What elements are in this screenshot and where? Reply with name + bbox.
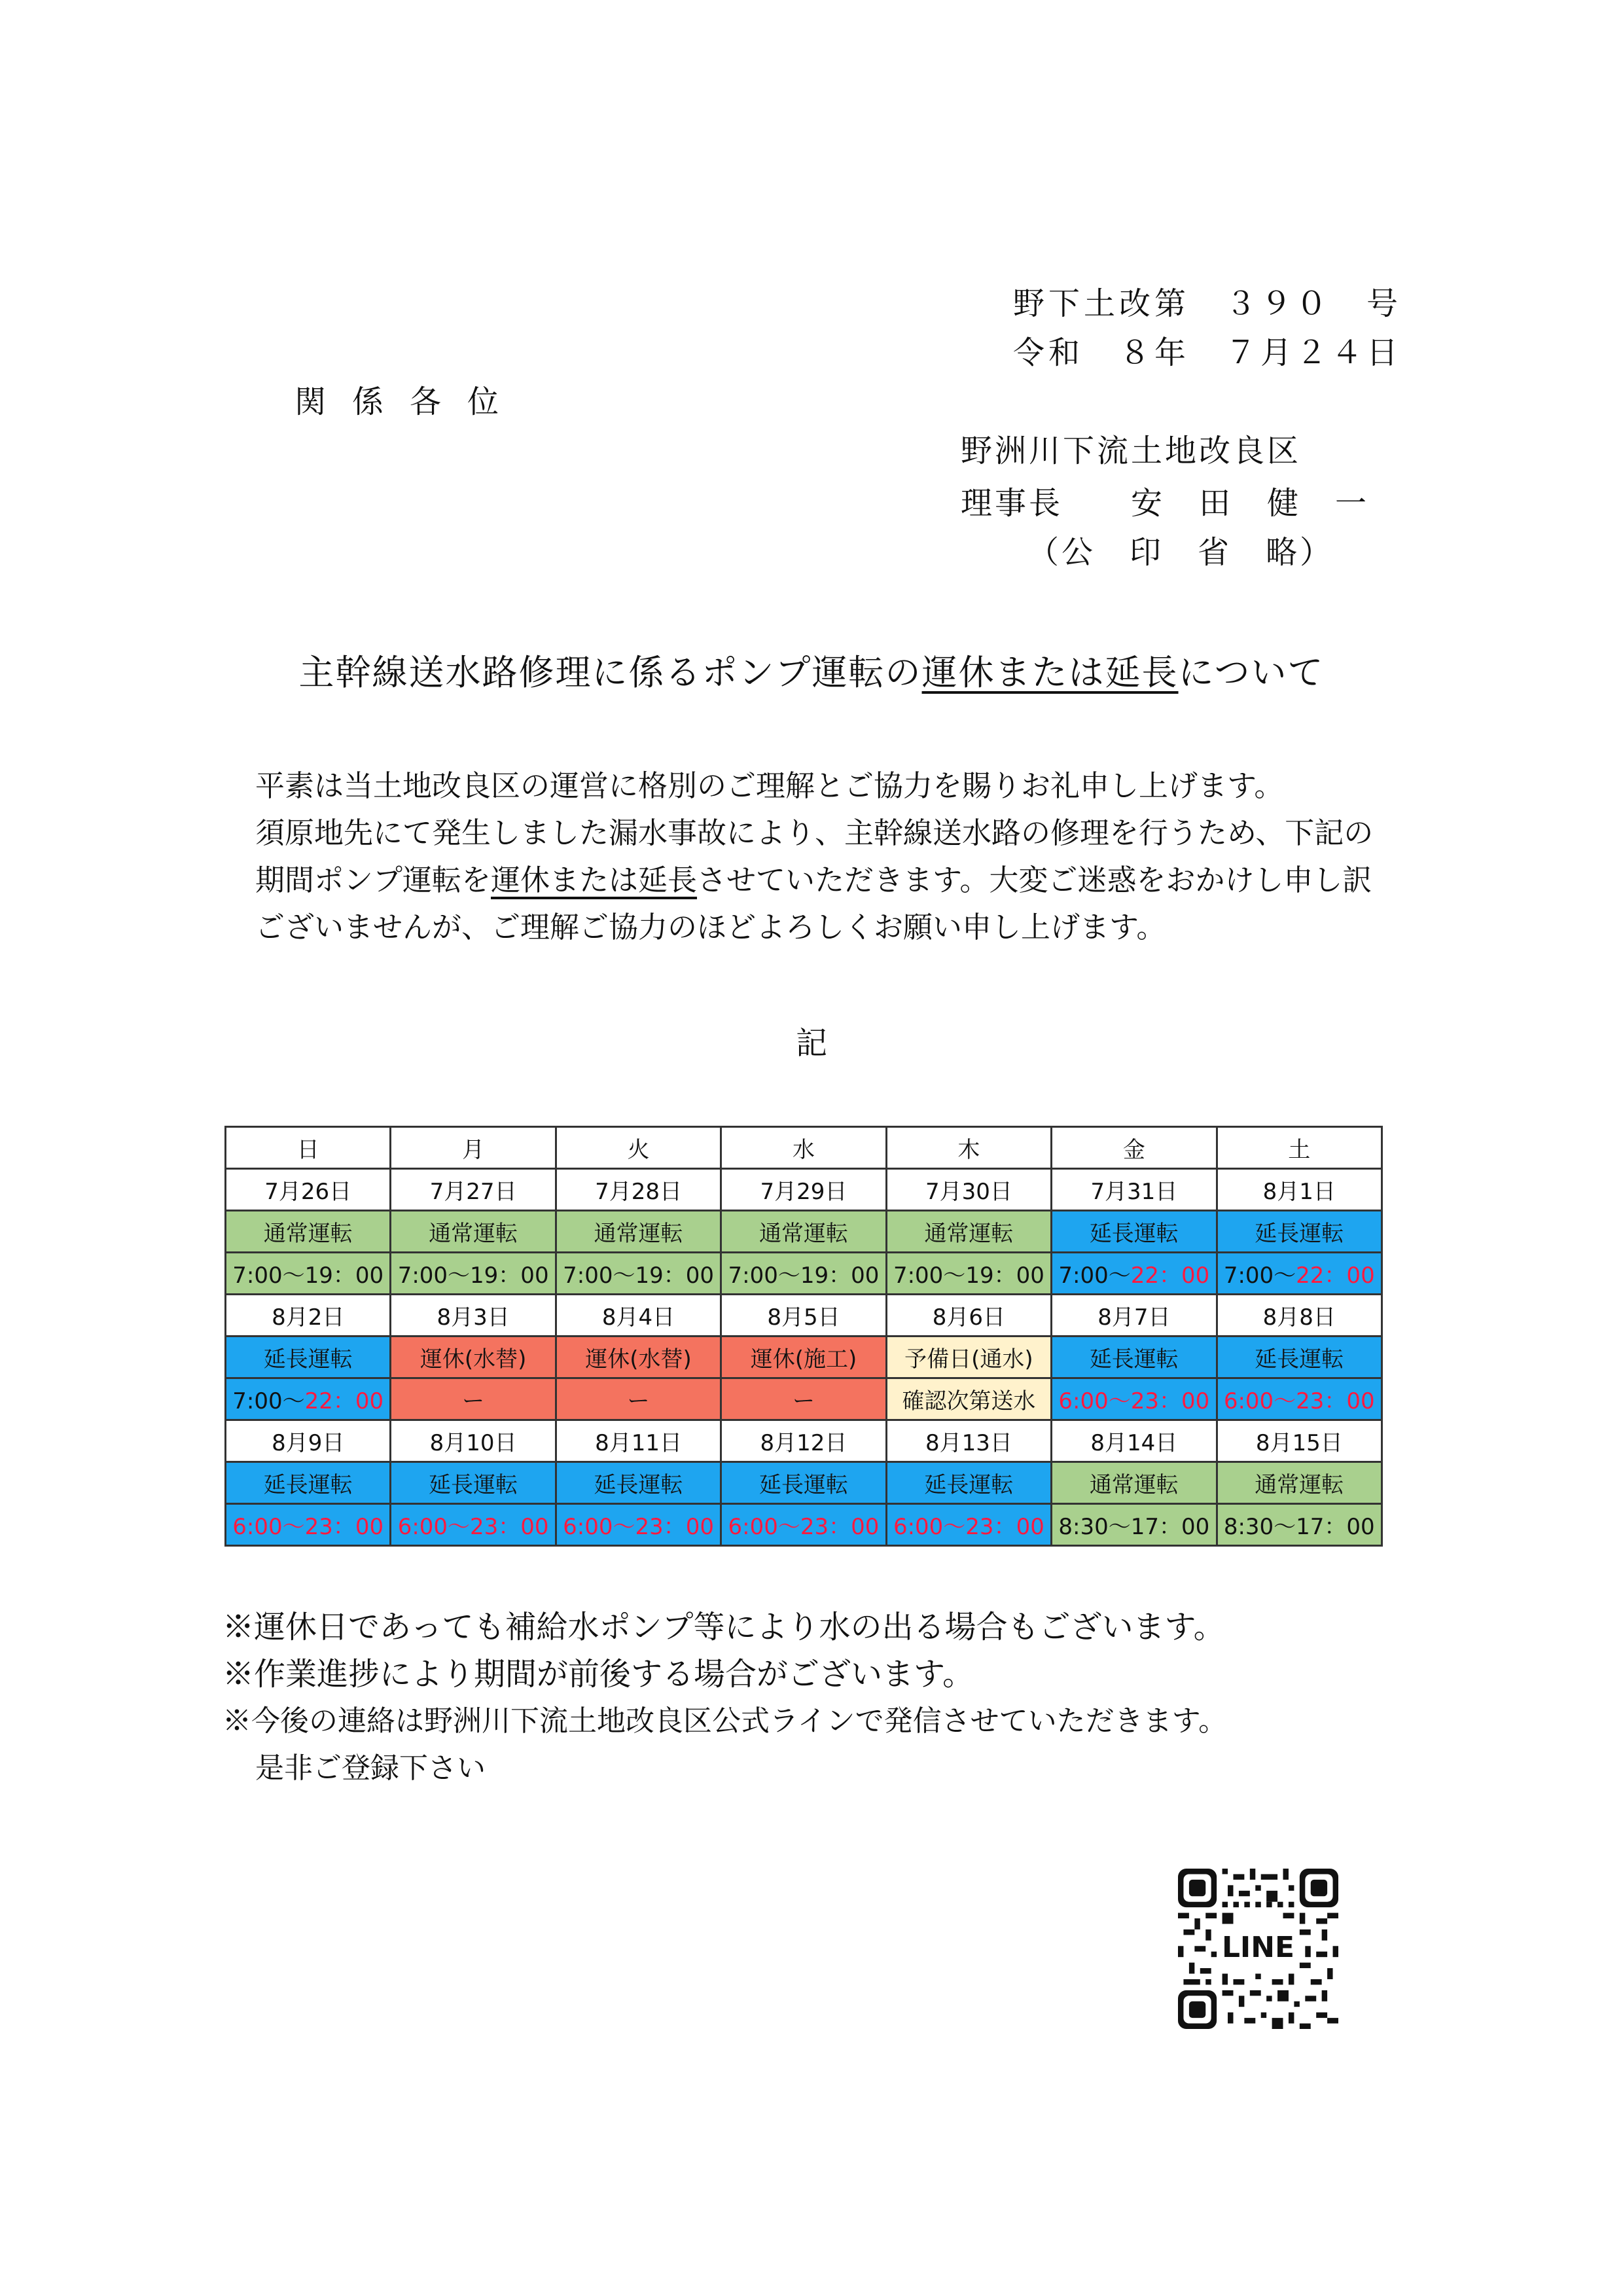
status-cell: 運休(水替) <box>556 1336 721 1378</box>
date-row <box>226 1420 1382 1462</box>
status-cell: 通常運転 <box>721 1211 886 1253</box>
time-end: 確認次第送水 <box>902 1388 1036 1414</box>
time-end: 19：00 <box>304 1263 384 1289</box>
addressee: 関係各位 <box>294 384 526 420</box>
date-cell: 7月27日 <box>391 1169 556 1211</box>
time-end: 6:00～23：00 <box>1058 1388 1210 1414</box>
status-cell: 予備日(通水) <box>886 1336 1051 1378</box>
note-1: ※運休日であっても補給水ポンプ等により水の出る場合もございます。 <box>223 1609 1225 1645</box>
date-cell: 7月30日 <box>886 1169 1051 1211</box>
date-cell: 8月12日 <box>721 1420 886 1462</box>
time-end: 8:30～17：00 <box>1223 1514 1375 1540</box>
status-cell: 延長運転 <box>721 1462 886 1504</box>
note-3: ※今後の連絡は野洲川下流土地改良区公式ラインで発信させていただきます。 <box>223 1704 1228 1738</box>
date-cell: 8月10日 <box>391 1420 556 1462</box>
body-p2-part-a: 須原地先にて発生しました漏水事故により、主幹線送水路の修理を行うため、下記の期間ポンプ運転を <box>255 816 1374 897</box>
date-cell: 8月14日 <box>1052 1420 1217 1462</box>
time-end: 6:00～23：00 <box>1223 1388 1375 1414</box>
date-cell: 8月3日 <box>391 1295 556 1336</box>
date-cell: 8月11日 <box>556 1420 721 1462</box>
time-cell <box>1217 1504 1382 1546</box>
time-cell <box>391 1504 556 1546</box>
weekday-cell: 日 <box>226 1127 391 1169</box>
date-cell: 7月31日 <box>1052 1169 1217 1211</box>
qr-line-label: LINE <box>1221 1931 1295 1965</box>
time-end: 22：00 <box>1296 1263 1375 1289</box>
date-cell: 8月8日 <box>1217 1295 1382 1336</box>
time-cell <box>1217 1253 1382 1295</box>
sender-organization: 野洲川下流土地改良区 <box>961 433 1302 469</box>
notes <box>223 1604 1227 1792</box>
status-cell: 延長運転 <box>1217 1336 1382 1378</box>
document-date: 令和 ８年 ７月２４日 <box>1013 334 1402 371</box>
status-cell: 運休(水替) <box>391 1336 556 1378</box>
date-cell: 8月4日 <box>556 1295 721 1336</box>
time-end: 22：00 <box>304 1388 384 1414</box>
body-p2-part-b: させていただきます。大変ご迷惑をおかけし申し訳ございませんが、ご理解ご協力のほどよろしくお願い申し上げます。 <box>255 863 1372 944</box>
date-cell: 7月28日 <box>556 1169 721 1211</box>
seal-omitted-note: （公 印 省 略） <box>1027 534 1334 571</box>
date-cell: 7月26日 <box>226 1169 391 1211</box>
time-cell <box>556 1253 721 1295</box>
time-start: 7:00～ <box>232 1388 305 1414</box>
time-end: 19：00 <box>965 1263 1044 1289</box>
time-cell <box>391 1378 556 1420</box>
note-2: ※作業進捗により期間が前後する場合がございます。 <box>223 1656 974 1693</box>
time-end: 19：00 <box>470 1263 549 1289</box>
status-cell: 延長運転 <box>1217 1211 1382 1253</box>
time-end: ー <box>627 1388 650 1414</box>
date-cell: 8月15日 <box>1217 1420 1382 1462</box>
title-prefix: 主幹線送水路修理に係るポンプ運転の <box>298 652 922 693</box>
time-end: ー <box>792 1388 815 1414</box>
time-cell <box>1052 1253 1217 1295</box>
time-cell <box>391 1253 556 1295</box>
weekday-cell: 金 <box>1052 1127 1217 1169</box>
date-cell: 8月13日 <box>886 1420 1051 1462</box>
time-cell <box>721 1504 886 1546</box>
time-end: ー <box>462 1388 485 1414</box>
time-end: 6:00～23：00 <box>893 1514 1044 1540</box>
date-cell: 8月6日 <box>886 1295 1051 1336</box>
time-end: 6:00～23：00 <box>728 1514 880 1540</box>
body-text <box>223 762 1400 951</box>
status-cell: 通常運転 <box>1052 1462 1217 1504</box>
time-cell <box>226 1504 391 1546</box>
time-cell <box>1217 1378 1382 1420</box>
status-cell: 延長運転 <box>1052 1336 1217 1378</box>
document-number: 野下土改第 ３９０ 号 <box>1013 285 1402 322</box>
date-cell: 7月29日 <box>721 1169 886 1211</box>
time-start: 7:00～ <box>893 1263 966 1289</box>
time-start: 7:00～ <box>563 1263 635 1289</box>
status-row <box>226 1462 1382 1504</box>
body-paragraph-2 <box>223 810 1400 951</box>
time-row <box>226 1253 1382 1295</box>
status-cell: 通常運転 <box>1217 1462 1382 1504</box>
status-cell: 延長運転 <box>886 1462 1051 1504</box>
time-cell <box>556 1378 721 1420</box>
weekday-cell: 月 <box>391 1127 556 1169</box>
time-start: 7:00～ <box>232 1263 305 1289</box>
date-cell: 8月1日 <box>1217 1169 1382 1211</box>
status-cell: 通常運転 <box>226 1211 391 1253</box>
title-suffix: について <box>1178 652 1325 693</box>
status-cell: 延長運転 <box>556 1462 721 1504</box>
time-row <box>226 1378 1382 1420</box>
weekday-cell: 火 <box>556 1127 721 1169</box>
line-qr-code-icon[interactable] <box>1178 1869 1338 2029</box>
time-end: 19：00 <box>800 1263 880 1289</box>
time-start: 7:00～ <box>1058 1263 1131 1289</box>
date-row <box>226 1295 1382 1336</box>
weekday-header-row <box>226 1127 1382 1169</box>
date-cell: 8月5日 <box>721 1295 886 1336</box>
time-start: 7:00～ <box>1223 1263 1296 1289</box>
date-cell: 8月2日 <box>226 1295 391 1336</box>
time-row <box>226 1504 1382 1546</box>
weekday-cell: 木 <box>886 1127 1051 1169</box>
schedule-table <box>224 1126 1383 1547</box>
time-start: 7:00～ <box>397 1263 471 1289</box>
status-cell: 延長運転 <box>1052 1211 1217 1253</box>
time-start: 7:00～ <box>728 1263 800 1289</box>
time-cell <box>886 1378 1051 1420</box>
status-row <box>226 1336 1382 1378</box>
status-cell: 運休(施工) <box>721 1336 886 1378</box>
time-cell <box>1052 1504 1217 1546</box>
ki-heading: 記 <box>795 1025 827 1062</box>
weekday-cell: 土 <box>1217 1127 1382 1169</box>
body-paragraph-1: 平素は当土地改良区の運営に格別のご理解とご協力を賜りお礼申し上げます。 <box>255 768 1284 803</box>
time-end: 6:00～23：00 <box>563 1514 714 1540</box>
note-4: 是非ご登録下さい <box>255 1751 486 1785</box>
time-cell <box>1052 1378 1217 1420</box>
weekday-cell: 水 <box>721 1127 886 1169</box>
time-end: 19：00 <box>635 1263 714 1289</box>
date-cell: 8月7日 <box>1052 1295 1217 1336</box>
status-cell: 通常運転 <box>556 1211 721 1253</box>
time-end: 6:00～23：00 <box>232 1514 384 1540</box>
time-end: 6:00～23：00 <box>397 1514 549 1540</box>
date-cell: 8月9日 <box>226 1420 391 1462</box>
time-cell <box>556 1504 721 1546</box>
status-cell: 延長運転 <box>391 1462 556 1504</box>
time-cell <box>886 1253 1051 1295</box>
time-cell <box>886 1504 1051 1546</box>
time-cell <box>226 1378 391 1420</box>
time-cell <box>721 1253 886 1295</box>
status-cell: 通常運転 <box>391 1211 556 1253</box>
date-row <box>226 1169 1382 1211</box>
status-cell: 延長運転 <box>226 1462 391 1504</box>
sender-name: 理事長 安 田 健 一 <box>961 485 1370 522</box>
title-underlined: 運休または延長 <box>921 652 1179 693</box>
time-cell <box>721 1378 886 1420</box>
document-title <box>0 645 1623 695</box>
time-cell <box>226 1253 391 1295</box>
time-end: 8:30～17：00 <box>1058 1514 1210 1540</box>
time-end: 22：00 <box>1130 1263 1210 1289</box>
status-cell: 延長運転 <box>226 1336 391 1378</box>
status-cell: 通常運転 <box>886 1211 1051 1253</box>
body-p2-underlined: 運休または延長 <box>491 863 698 897</box>
status-row <box>226 1211 1382 1253</box>
